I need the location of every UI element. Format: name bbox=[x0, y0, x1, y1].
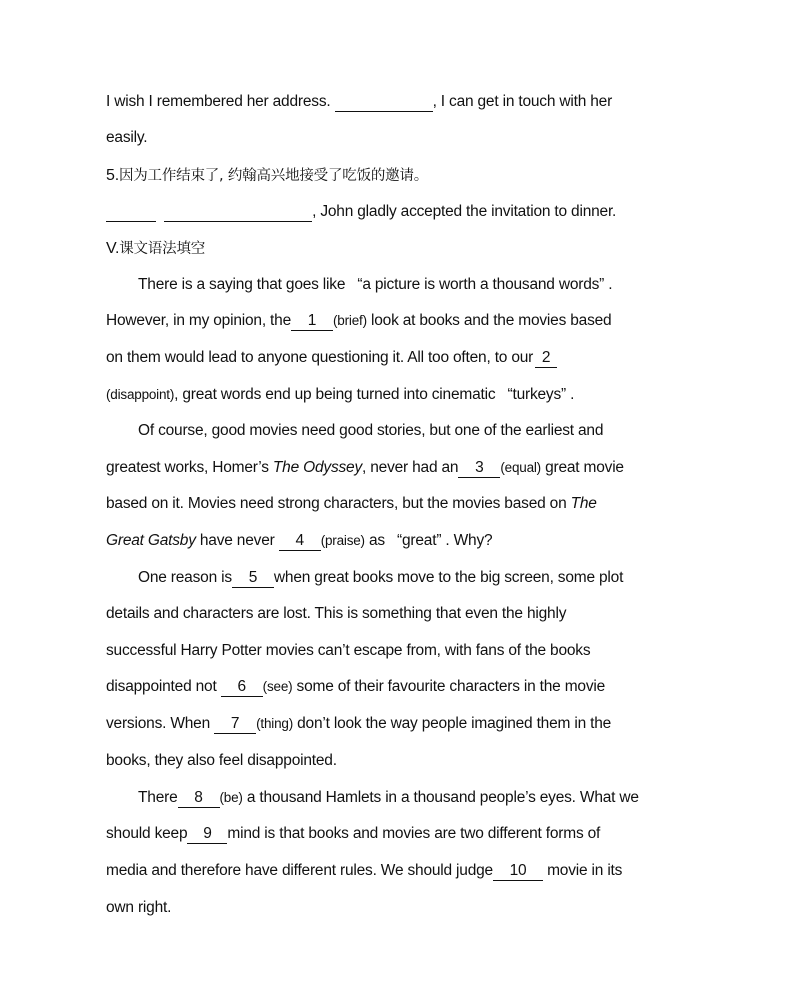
blank-4[interactable]: 4 bbox=[279, 532, 321, 551]
passage-p2-line-1: Of course, good movies need good stories, but one of the earliest and bbox=[138, 422, 604, 439]
passage-p3-line-1: One reason is 5 when great books move to the big screen, some plot bbox=[138, 569, 624, 586]
q5-answer-line: , John gladly accepted the invitation to dinner. bbox=[106, 202, 616, 222]
blank-5[interactable]: 5 bbox=[232, 569, 274, 588]
section-heading: V.课文语法填空 bbox=[106, 240, 206, 257]
passage-p2-line-2: greatest works, Homer’s The Odyssey, never had an 3 (equal) great movie bbox=[106, 459, 624, 476]
passage-p1-line-3: on them would lead to anyone questioning it. All too often, to our 2 bbox=[106, 348, 557, 368]
passage-p3-line-4: disappointed not 6 (see) some of their favourite characters in the movie bbox=[106, 678, 606, 695]
blank-7[interactable]: 7 bbox=[214, 715, 256, 734]
q4-line-1: I wish I remembered her address. , I can get in touch with her bbox=[106, 93, 613, 110]
blank-8[interactable]: 8 bbox=[178, 789, 220, 808]
q4-line-2: easily. bbox=[106, 129, 148, 146]
blank-9[interactable]: 9 bbox=[187, 825, 227, 844]
book-title: The Odyssey bbox=[272, 459, 363, 476]
passage-p3-line-3: successful Harry Potter movies can’t escape from, with fans of the books bbox=[106, 642, 591, 659]
blank-1[interactable]: 1 bbox=[291, 312, 333, 331]
passage-p1-line-2: However, in my opinion, the 1 (brief) look at books and the movies based bbox=[106, 312, 612, 329]
passage-p4-line-2: should keep 9 mind is that books and movies are two different forms of bbox=[106, 825, 601, 842]
book-title: The bbox=[570, 495, 597, 512]
passage-p1-line-1: There is a saying that goes like “a picture is worth a thousand words” . bbox=[138, 276, 613, 293]
book-title: Great Gatsby bbox=[106, 532, 196, 549]
passage-p2-line-3: based on it. Movies need strong characters, but the movies based on The bbox=[106, 495, 597, 512]
q5-chinese: 因为工作结束了, 约翰高兴地接受了吃饭的邀请。 bbox=[118, 168, 429, 184]
blank-2[interactable]: 2 bbox=[535, 349, 557, 368]
passage-p1-line-4: (disappoint), great words end up being turned into cinematic “turkeys” . bbox=[106, 386, 575, 403]
passage-p3-line-2: details and characters are lost. This is something that even the highly bbox=[106, 605, 567, 622]
passage-p3-line-5: versions. When 7 (thing) don’t look the way people imagined them in the bbox=[106, 715, 612, 732]
passage-p2-line-4: Great Gatsby have never 4 (praise) as “great” . Why? bbox=[106, 532, 493, 549]
answer-blank[interactable] bbox=[335, 93, 433, 112]
passage-p3-line-6: books, they also feel disappointed. bbox=[106, 752, 337, 769]
blank-10[interactable]: 10 bbox=[493, 862, 543, 881]
answer-blank[interactable] bbox=[164, 203, 312, 222]
blank-3[interactable]: 3 bbox=[458, 459, 500, 478]
passage-p4-line-4: own right. bbox=[106, 899, 172, 916]
passage-p4-line-3: media and therefore have different rules. We should judge 10 movie in its bbox=[106, 862, 623, 879]
blank-6[interactable]: 6 bbox=[221, 678, 263, 697]
q5-prompt: 5.因为工作结束了, 约翰高兴地接受了吃饭的邀请。 bbox=[106, 167, 429, 184]
passage-p4-line-1: There 8 (be) a thousand Hamlets in a thousand people’s eyes. What we bbox=[138, 789, 639, 806]
answer-blank[interactable] bbox=[106, 203, 156, 222]
